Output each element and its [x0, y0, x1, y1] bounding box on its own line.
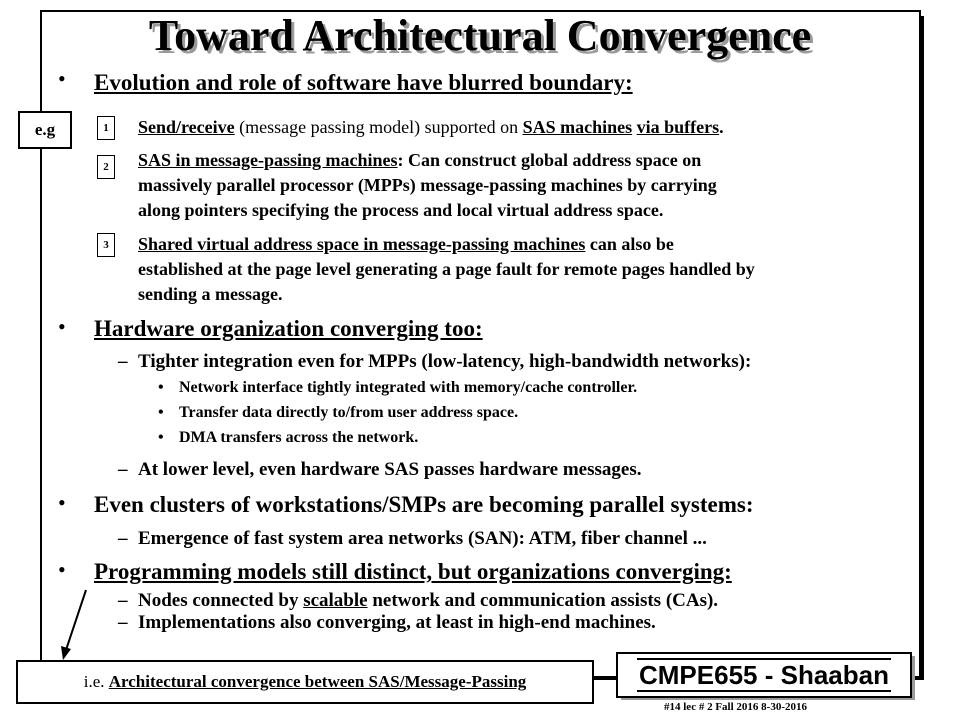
bullet-1-text: Evolution and role of software have blurred boundary: — [94, 70, 633, 95]
item-number-3: 3 — [97, 233, 115, 257]
bullet-4-sub-2: Implementations also converging, at least in high-end machines. — [138, 612, 656, 633]
dash: – — [118, 612, 128, 633]
dash: – — [118, 590, 128, 611]
dot: • — [158, 379, 164, 396]
bullet-2-sub-1: Tighter integration even for MPPs (low-latency, high-bandwidth networks): — [138, 351, 752, 372]
slide-footer: #14 lec # 2 Fall 2016 8-30-2016 — [664, 701, 807, 713]
dash: – — [118, 459, 128, 480]
bullet-3-text: Even clusters of workstations/SMPs are becoming parallel systems: — [94, 492, 754, 517]
bullet-4-text: Programming models still distinct, but organizations converging: — [94, 559, 732, 584]
item-3-text: Shared virtual address space in message-passing machines can also be — [138, 234, 674, 254]
eg-label-box: e.g — [18, 111, 72, 149]
item-number-1: 1 — [97, 116, 115, 140]
bullet-2-subsub-2: Transfer data directly to/from user address space. — [179, 404, 519, 421]
bullet-2-subsub-1: Network interface tightly integrated with memory/cache controller. — [179, 379, 638, 396]
item-2-text: SAS in message-passing machines: Can construct global address space on — [138, 150, 702, 170]
bullet-2-text: Hardware organization converging too: — [94, 316, 483, 341]
item-3-line-2: established at the page level generating a page fault for remote pages handled by — [138, 259, 755, 279]
item-2-line-2: massively parallel processor (MPPs) message-passing machines by carrying — [138, 175, 717, 195]
bullet-dot: • — [58, 314, 66, 339]
item-2-line-3: along pointers specifying the process and local virtual address space. — [138, 200, 664, 220]
dash: – — [118, 351, 128, 372]
bullet-2-subsub-3: DMA transfers across the network. — [179, 429, 419, 446]
bullet-dot: • — [58, 66, 66, 91]
dot: • — [158, 429, 164, 446]
item-3-line-3: sending a message. — [138, 284, 283, 304]
course-label-box — [616, 652, 912, 698]
bullet-dot: • — [58, 557, 66, 582]
course-label: CMPE655 - Shaaban — [639, 660, 889, 690]
slide-title: Toward Architectural Convergence — [148, 11, 812, 60]
item-number-2: 2 — [97, 155, 115, 179]
item-1-text: Send/receive (message passing model) supported on SAS machines via buffers. — [138, 117, 724, 137]
bullet-dot: • — [58, 490, 66, 515]
bullet-2-sub-2: At lower level, even hardware SAS passes hardware messages. — [138, 459, 642, 480]
dot: • — [158, 404, 164, 421]
dash: – — [118, 528, 128, 549]
bullet-3-sub-1: Emergence of fast system area networks (SAN): ATM, fiber channel ... — [138, 528, 707, 549]
ie-note-box: i.e. Architectural convergence between SAS/Message-Passing — [16, 660, 594, 704]
bullet-4-sub-1: Nodes connected by scalable network and communication assists (CAs). — [138, 590, 719, 611]
